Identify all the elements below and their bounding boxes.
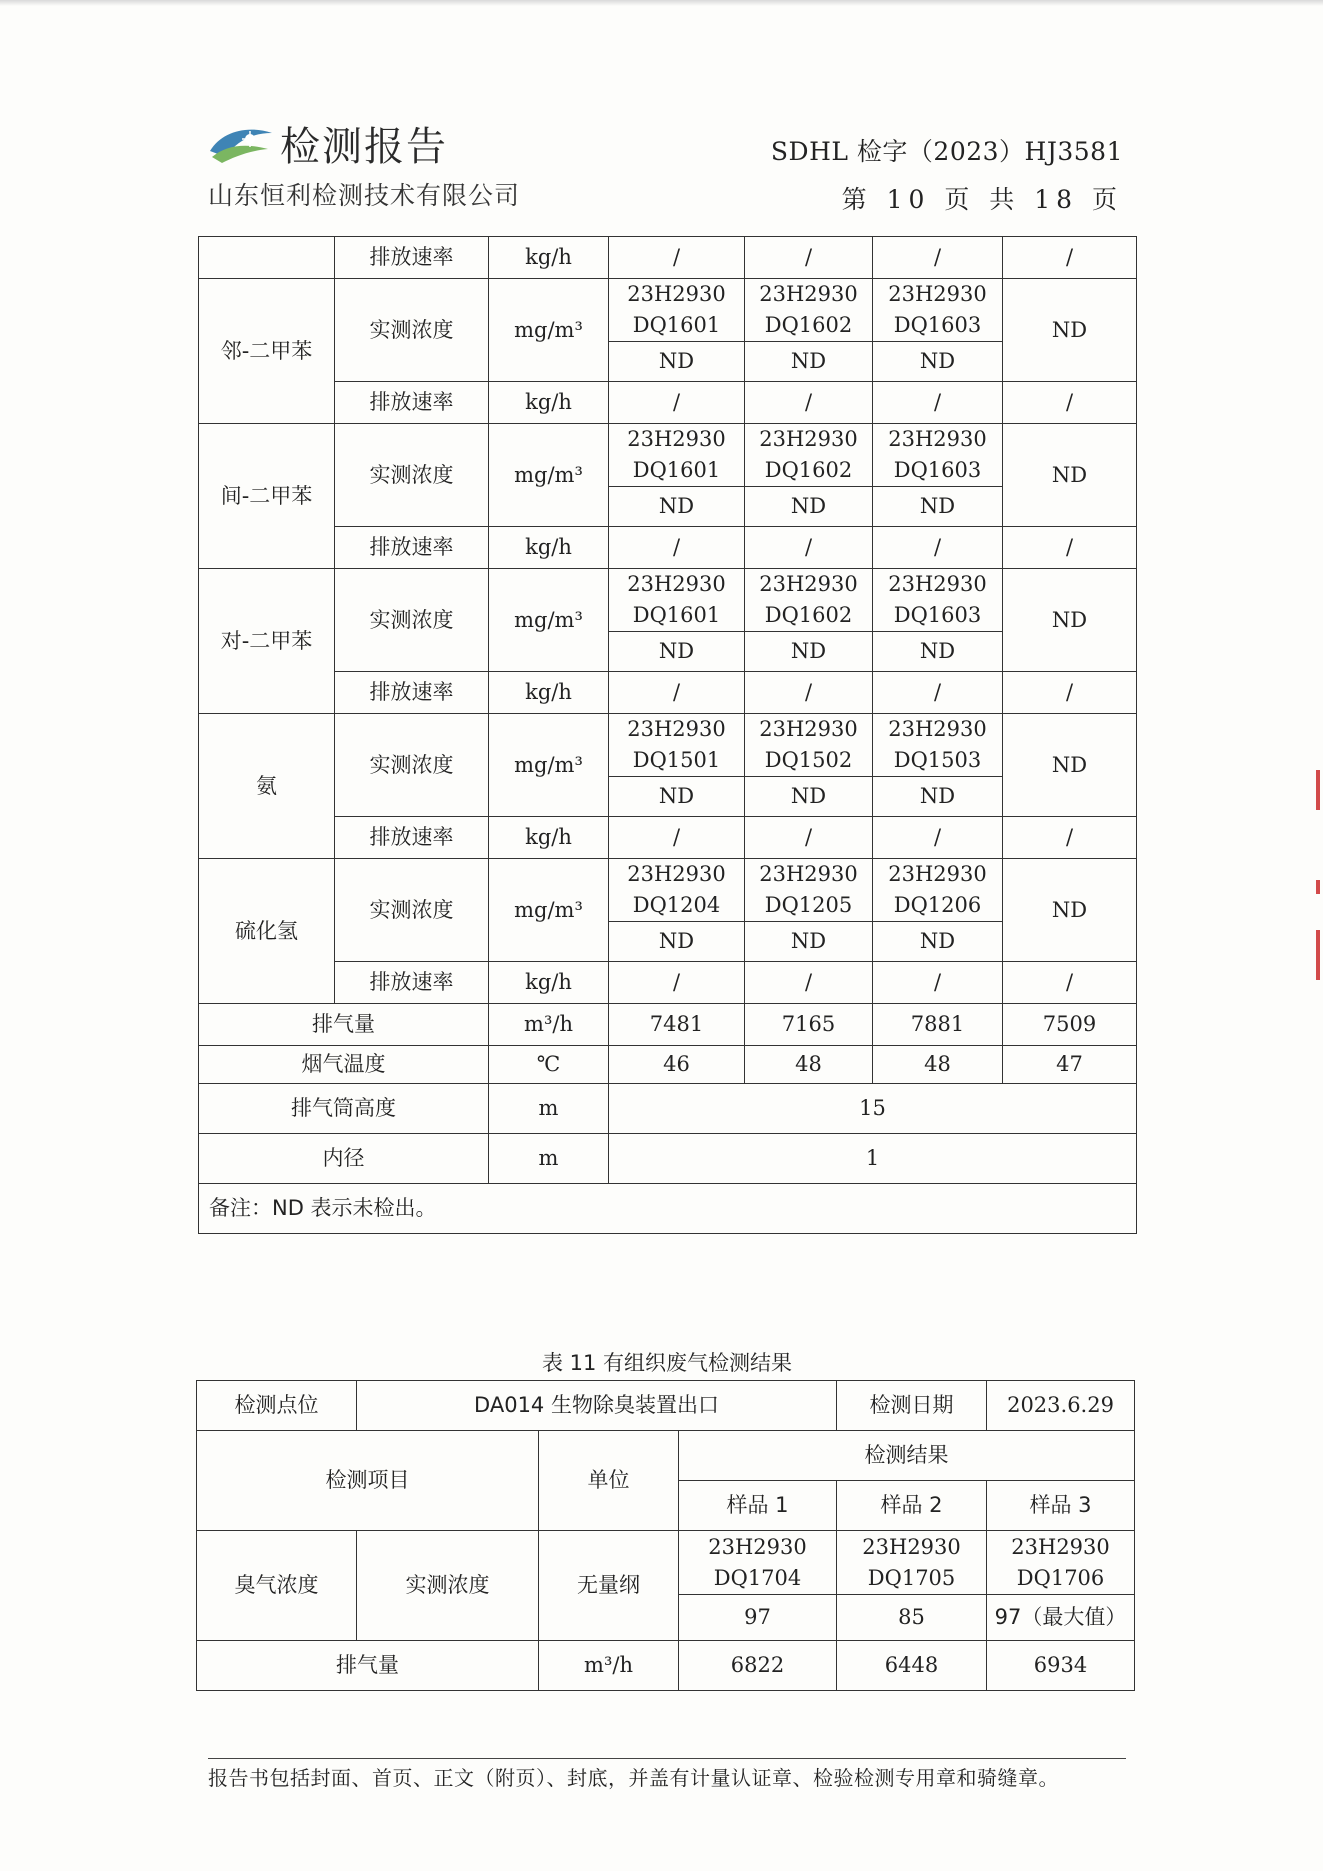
pollutant-name: 对-二甲苯 [199, 569, 335, 714]
temperature-value: 47 [1003, 1046, 1137, 1084]
report-title: 检测报告 [280, 124, 448, 170]
rate-value: / [873, 527, 1003, 569]
sample-header: 样品 1 [679, 1481, 837, 1531]
results-table-continued [198, 236, 1137, 1234]
odor-value: 85 [837, 1595, 987, 1641]
param-label: 排放速率 [335, 527, 489, 569]
concentration-summary: ND [1003, 279, 1137, 382]
exhaust-value: 7881 [873, 1004, 1003, 1046]
footer-divider [208, 1758, 1126, 1759]
temperature-value: 48 [873, 1046, 1003, 1084]
param-label: 实测浓度 [335, 424, 489, 527]
concentration-value: ND [745, 922, 873, 962]
odor-unit: 无量纲 [539, 1531, 679, 1641]
table-note: 备注：ND 表示未检出。 [199, 1184, 1137, 1234]
page-indicator: 第 10 页 共 18 页 [841, 185, 1123, 214]
rate-value: / [873, 382, 1003, 424]
sample-id: 23H2930 DQ1205 [745, 859, 873, 922]
result-header: 检测结果 [679, 1431, 1135, 1481]
concentration-value: ND [873, 922, 1003, 962]
sample-id: 23H2930 DQ1602 [745, 424, 873, 487]
scan-edge [0, 0, 1323, 6]
concentration-value: ND [745, 777, 873, 817]
exhaust-label: 排气量 [197, 1641, 539, 1691]
unit: kg/h [489, 672, 609, 714]
concentration-value: ND [609, 487, 745, 527]
table-caption: 表 11 有组织废气检测结果 [541, 1351, 793, 1375]
unit: kg/h [489, 237, 609, 279]
rate-value: / [873, 237, 1003, 279]
sample-header: 样品 3 [987, 1481, 1135, 1531]
param-label: 实测浓度 [335, 279, 489, 382]
concentration-value: ND [609, 632, 745, 672]
odor-value: 97（最大值） [987, 1595, 1135, 1641]
pollutant-name: 氨 [199, 714, 335, 859]
concentration-summary: ND [1003, 569, 1137, 672]
concentration-value: ND [745, 632, 873, 672]
concentration-value: ND [609, 777, 745, 817]
rate-value: / [609, 382, 745, 424]
exhaust-value: 6822 [679, 1641, 837, 1691]
rate-value: / [609, 527, 745, 569]
sample-id: 23H2930 DQ1502 [745, 714, 873, 777]
param-label: 排放速率 [335, 382, 489, 424]
date-value: 2023.6.29 [987, 1381, 1135, 1431]
exhaust-unit: m³/h [539, 1641, 679, 1691]
sample-id: 23H2930 DQ1706 [987, 1531, 1135, 1595]
exhaust-value: 7481 [609, 1004, 745, 1046]
rate-value: / [745, 817, 873, 859]
concentration-summary: ND [1003, 714, 1137, 817]
seal-edge-mark [1316, 770, 1320, 810]
concentration-value: ND [609, 922, 745, 962]
rate-value: / [873, 672, 1003, 714]
pollutant-name: 邻-二甲苯 [199, 279, 335, 424]
rate-value: / [609, 237, 745, 279]
sample-id: 23H2930 DQ1602 [745, 569, 873, 632]
rate-value: / [1003, 817, 1137, 859]
rate-value: / [1003, 237, 1137, 279]
concentration-value: ND [873, 632, 1003, 672]
pollutant-name: 硫化氢 [199, 859, 335, 1004]
sample-id: 23H2930 DQ1603 [873, 569, 1003, 632]
exhaust-value: 6934 [987, 1641, 1135, 1691]
sample-id: 23H2930 DQ1501 [609, 714, 745, 777]
pollutant-name: 间-二甲苯 [199, 424, 335, 569]
unit: mg/m³ [489, 279, 609, 382]
unit: mg/m³ [489, 424, 609, 527]
stack-height-unit: m [489, 1084, 609, 1134]
concentration-summary: ND [1003, 424, 1137, 527]
concentration-summary: ND [1003, 859, 1137, 962]
temperature-unit: ℃ [489, 1046, 609, 1084]
inner-diameter-value: 1 [609, 1134, 1137, 1184]
sample-id: 23H2930 DQ1601 [609, 279, 745, 342]
inner-diameter-label: 内径 [199, 1134, 489, 1184]
param-label: 实测浓度 [335, 714, 489, 817]
stack-height-value: 15 [609, 1084, 1137, 1134]
report-number: SDHL 检字（2023）HJ3581 [770, 137, 1123, 166]
concentration-value: ND [745, 487, 873, 527]
sample-id: 23H2930 DQ1705 [837, 1531, 987, 1595]
seal-edge-mark [1316, 880, 1320, 894]
temperature-value: 46 [609, 1046, 745, 1084]
concentration-value: ND [873, 777, 1003, 817]
param-label: 排放速率 [335, 672, 489, 714]
location-label: 检测点位 [197, 1381, 357, 1431]
rate-value: / [1003, 382, 1137, 424]
sample-id: 23H2930 DQ1603 [873, 424, 1003, 487]
company-logo-icon [208, 123, 274, 165]
sample-id: 23H2930 DQ1204 [609, 859, 745, 922]
temperature-label: 烟气温度 [199, 1046, 489, 1084]
rate-value: / [873, 962, 1003, 1004]
param-label: 实测浓度 [335, 569, 489, 672]
unit: mg/m³ [489, 859, 609, 962]
rate-value: / [609, 817, 745, 859]
rate-value: / [745, 237, 873, 279]
rate-value: / [873, 817, 1003, 859]
concentration-value: ND [873, 487, 1003, 527]
seal-edge-mark [1316, 930, 1320, 980]
unit: kg/h [489, 817, 609, 859]
sample-id: 23H2930 DQ1206 [873, 859, 1003, 922]
param-label: 排放速率 [335, 817, 489, 859]
unit: kg/h [489, 962, 609, 1004]
sample-id: 23H2930 DQ1601 [609, 569, 745, 632]
temperature-value: 48 [745, 1046, 873, 1084]
sample-header: 样品 2 [837, 1481, 987, 1531]
odor-results-table [196, 1380, 1135, 1691]
concentration-value: ND [873, 342, 1003, 382]
odor-item: 臭气浓度 [197, 1531, 357, 1641]
sample-id: 23H2930 DQ1602 [745, 279, 873, 342]
exhaust-unit: m³/h [489, 1004, 609, 1046]
exhaust-value: 6448 [837, 1641, 987, 1691]
stack-height-label: 排气筒高度 [199, 1084, 489, 1134]
exhaust-value: 7509 [1003, 1004, 1137, 1046]
unit-header: 单位 [539, 1431, 679, 1531]
param-label: 实测浓度 [335, 859, 489, 962]
odor-value: 97 [679, 1595, 837, 1641]
rate-value: / [609, 962, 745, 1004]
date-label: 检测日期 [837, 1381, 987, 1431]
unit: mg/m³ [489, 569, 609, 672]
concentration-value: ND [609, 342, 745, 382]
report-header-right [771, 132, 1123, 216]
sample-id: 23H2930 DQ1601 [609, 424, 745, 487]
concentration-value: ND [745, 342, 873, 382]
inner-diameter-unit: m [489, 1134, 609, 1184]
item-header: 检测项目 [197, 1431, 539, 1531]
unit: mg/m³ [489, 714, 609, 817]
sample-id: 23H2930 DQ1704 [679, 1531, 837, 1595]
rate-value: / [745, 672, 873, 714]
rate-value: / [1003, 672, 1137, 714]
param-label: 排放速率 [335, 962, 489, 1004]
sample-id: 23H2930 DQ1503 [873, 714, 1003, 777]
exhaust-label: 排气量 [199, 1004, 489, 1046]
rate-value: / [1003, 527, 1137, 569]
unit: kg/h [489, 382, 609, 424]
odor-param: 实测浓度 [357, 1531, 539, 1641]
footer-note: 报告书包括封面、首页、正文（附页）、封底，并盖有计量认证章、检验检测专用章和骑缝章。 [208, 1766, 1059, 1790]
location-value: DA014 生物除臭装置出口 [357, 1381, 837, 1431]
rate-value: / [609, 672, 745, 714]
sample-id: 23H2930 DQ1603 [873, 279, 1003, 342]
rate-value: / [1003, 962, 1137, 1004]
rate-value: / [745, 527, 873, 569]
unit: kg/h [489, 527, 609, 569]
company-name: 山东恒利检测技术有限公司 [208, 181, 521, 210]
rate-value: / [745, 382, 873, 424]
exhaust-value: 7165 [745, 1004, 873, 1046]
report-header-left [208, 115, 520, 212]
pollutant-name [199, 237, 335, 279]
rate-value: / [745, 962, 873, 1004]
param-label: 排放速率 [335, 237, 489, 279]
